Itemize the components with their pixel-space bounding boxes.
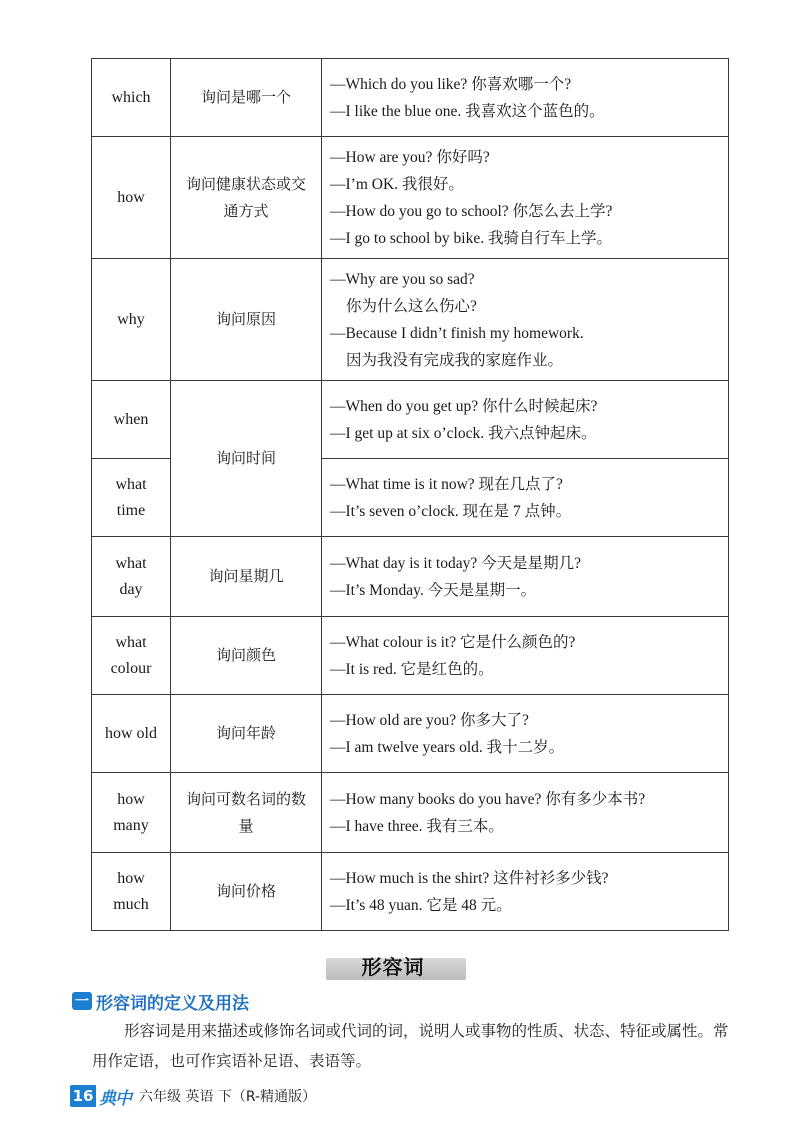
table-row [92, 853, 729, 931]
section-heading [318, 950, 468, 984]
table-row [92, 695, 729, 773]
example-cell [322, 59, 729, 137]
usage-text: 询问价格 [215, 882, 276, 900]
usage-cell [171, 695, 322, 773]
table-body [92, 59, 729, 931]
example-sentence: 你为什么这么伤心? [346, 297, 477, 315]
example-sentence: —I am twelve years old. 我十二岁。 [330, 738, 565, 756]
example-sentence: —How many books do you have? 你有多少本书? [330, 790, 646, 808]
interrogative-words-table [91, 58, 729, 931]
example-sentence: —How are you? 你好吗? [330, 148, 490, 166]
question-word: much [113, 895, 149, 913]
page-footer [70, 1084, 316, 1108]
example-sentence: —I’m OK. 我很好。 [330, 175, 464, 193]
example-sentence: —How do you go to school? 你怎么去上学? [330, 202, 613, 220]
example-sentence: —Which do you like? 你喜欢哪一个? [330, 75, 572, 93]
question-word: what [115, 554, 147, 572]
usage-text: 通方式 [223, 201, 269, 220]
book-title: 六年级 英语 下（R-精通版） [139, 1089, 317, 1105]
question-word: day [119, 580, 143, 598]
brand-logo: 典中 [99, 1088, 131, 1109]
example-sentence: —I like the blue one. 我喜欢这个蓝色的。 [330, 102, 605, 120]
usage-text: 量 [238, 816, 254, 835]
section-title: 形容词 [361, 955, 425, 979]
usage-text: 询问可数名词的数 [185, 789, 306, 808]
example-sentence: —How old are you? 你多大了? [330, 711, 529, 729]
example-sentence: —What colour is it? 它是什么颜色的? [330, 633, 576, 651]
example-sentence: —What time is it now? 现在几点了? [330, 475, 563, 493]
example-sentence: —It is red. 它是红色的。 [330, 660, 494, 678]
subsection-heading [72, 988, 249, 1014]
question-word: many [113, 816, 149, 834]
usage-text: 询问是哪一个 [200, 88, 291, 106]
question-word: time [116, 501, 146, 519]
example-sentence: —I go to school by bike. 我骑自行车上学。 [330, 229, 612, 247]
example-sentence: —When do you get up? 你什么时候起床? [330, 397, 598, 415]
example-sentence: —I have three. 我有三本。 [330, 817, 504, 835]
question-word: what [115, 475, 147, 493]
question-word-cell [92, 537, 171, 617]
table-row [92, 617, 729, 695]
usage-text: 询问健康状态或交 [185, 174, 306, 193]
usage-text: 询问原因 [215, 310, 276, 328]
question-word-cell [92, 59, 171, 137]
example-cell [322, 259, 729, 381]
page-number: 16 [70, 1085, 96, 1107]
usage-cell [171, 537, 322, 617]
question-word: how [117, 188, 145, 206]
question-word: how old [105, 724, 157, 742]
usage-cell [171, 853, 322, 931]
question-word-cell [92, 137, 171, 259]
table-row [92, 259, 729, 381]
example-sentence: —Because I didn’t finish my homework. [330, 324, 584, 342]
question-word-cell [92, 695, 171, 773]
example-cell [322, 695, 729, 773]
question-word: how [117, 790, 145, 808]
table-row [92, 59, 729, 137]
usage-text: 询问星期几 [208, 567, 284, 585]
question-word-cell [92, 459, 171, 537]
example-sentence: —It’s Monday. 今天是星期一。 [330, 581, 537, 599]
example-sentence: —I get up at six o’clock. 我六点钟起床。 [330, 424, 597, 442]
subsection-number-badge: 一 [72, 992, 92, 1010]
question-word: when [113, 410, 149, 428]
example-sentence: 因为我没有完成我的家庭作业。 [346, 351, 564, 369]
example-cell [322, 617, 729, 695]
example-sentence: —What day is it today? 今天是星期几? [330, 554, 581, 572]
question-word-cell [92, 773, 171, 853]
question-word-cell [92, 259, 171, 381]
example-cell [322, 537, 729, 617]
usage-cell [171, 259, 322, 381]
example-sentence: —It’s 48 yuan. 它是 48 元。 [330, 896, 512, 914]
usage-cell [171, 381, 322, 537]
question-word-cell [92, 853, 171, 931]
table-row [92, 381, 729, 459]
example-cell [322, 137, 729, 259]
usage-text: 询问年龄 [215, 724, 276, 742]
table-row [92, 537, 729, 617]
question-word: colour [110, 659, 152, 677]
example-cell [322, 381, 729, 459]
question-word-cell [92, 381, 171, 459]
example-sentence: —It’s seven o’clock. 现在是 7 点钟。 [330, 502, 572, 520]
usage-cell [171, 137, 322, 259]
example-cell [322, 459, 729, 537]
example-cell [322, 853, 729, 931]
usage-cell [171, 773, 322, 853]
usage-cell [171, 59, 322, 137]
usage-text: 询问时间 [215, 449, 276, 467]
usage-cell [171, 617, 322, 695]
question-word: which [111, 88, 151, 106]
example-cell [322, 773, 729, 853]
table-row [92, 137, 729, 259]
table-row [92, 773, 729, 853]
definition-paragraph: 形容词是用来描述或修饰名词或代词的词，说明人或事物的性质、状态、特征或属性。常用作定语，也可作宾语补足语、表语等。 [92, 1022, 729, 1070]
example-sentence: —How much is the shirt? 这件衬衫多少钱? [330, 869, 609, 887]
subsection-title: 形容词的定义及用法 [96, 993, 249, 1014]
question-word: why [117, 310, 145, 328]
question-word: what [115, 633, 147, 651]
question-word-cell [92, 617, 171, 695]
question-word: how [117, 869, 145, 887]
usage-text: 询问颜色 [215, 646, 276, 664]
example-sentence: —Why are you so sad? [330, 270, 475, 288]
